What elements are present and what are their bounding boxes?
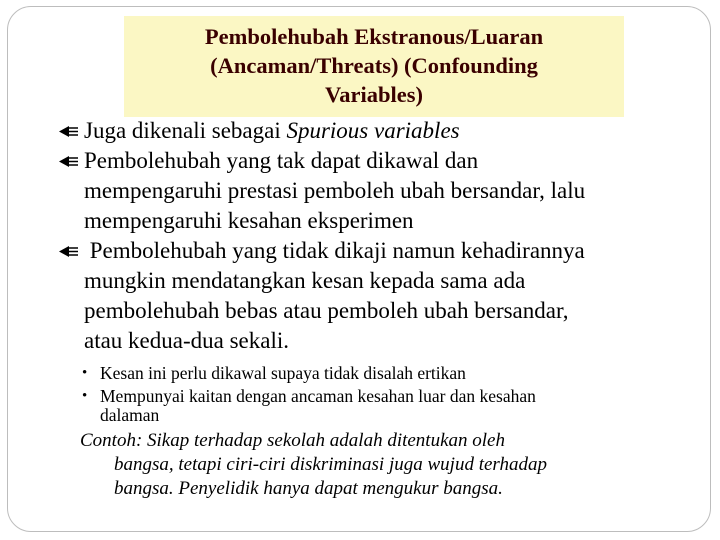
sub-bullet-item xyxy=(64,364,704,383)
bullet-marker-icon xyxy=(56,155,80,168)
bullet-line: Pembolehubah yang tidak dikaji namun kehadirannya xyxy=(84,238,585,263)
sub-bullet-line: Mempunyai kaitan dengan ancaman kesahan luar dan kesahan xyxy=(100,386,536,406)
sub-bullet-line: dalaman xyxy=(100,405,160,425)
sub-bullet-line: Kesan ini perlu dikawal supaya tidak disalah ertikan xyxy=(100,363,466,383)
sub-bullet-dot-icon: • xyxy=(82,365,88,381)
example-line: bangsa. Penyelidik hanya dapat mengukur bangsa. xyxy=(114,478,503,499)
bullet-text-italic: Spurious variables xyxy=(286,118,460,143)
bullet-line: Pembolehubah yang tak dapat dikawal dan xyxy=(84,148,479,173)
bullet-line: atau kedua-dua sekali. xyxy=(84,328,289,353)
example-line: Contoh: Sikap terhadap sekolah adalah ditentukan oleh xyxy=(80,430,505,451)
example-paragraph xyxy=(64,429,704,501)
sub-bullet-dot-icon: • xyxy=(82,388,88,404)
bullet-marker-icon xyxy=(56,125,80,138)
title-line: Variables) xyxy=(325,82,423,107)
bullet-item xyxy=(64,236,704,356)
bullet-line: mempengaruhi prestasi pemboleh ubah bersandar, lalu xyxy=(84,178,586,203)
bullet-item xyxy=(64,146,704,236)
title-line: Pembolehubah Ekstranous/Luaran xyxy=(204,24,544,49)
bullet-item xyxy=(64,116,704,146)
bullet-text: Juga dikenali sebagai xyxy=(84,118,287,143)
title-line: (Ancaman/Threats) (Confounding xyxy=(210,53,538,78)
example-line: bangsa, tetapi ciri-ciri diskriminasi juga wujud terhadap xyxy=(114,454,547,475)
bullet-marker-icon xyxy=(56,245,80,258)
slide-content xyxy=(64,116,704,501)
bullet-line: mungkin mendatangkan kesan kepada sama ada xyxy=(84,268,526,293)
bullet-line: pembolehubah bebas atau pemboleh ubah bersandar, xyxy=(84,298,569,323)
slide-title xyxy=(124,22,624,109)
sub-bullet-item xyxy=(64,387,704,425)
bullet-line: mempengaruhi kesahan eksperimen xyxy=(84,208,414,233)
